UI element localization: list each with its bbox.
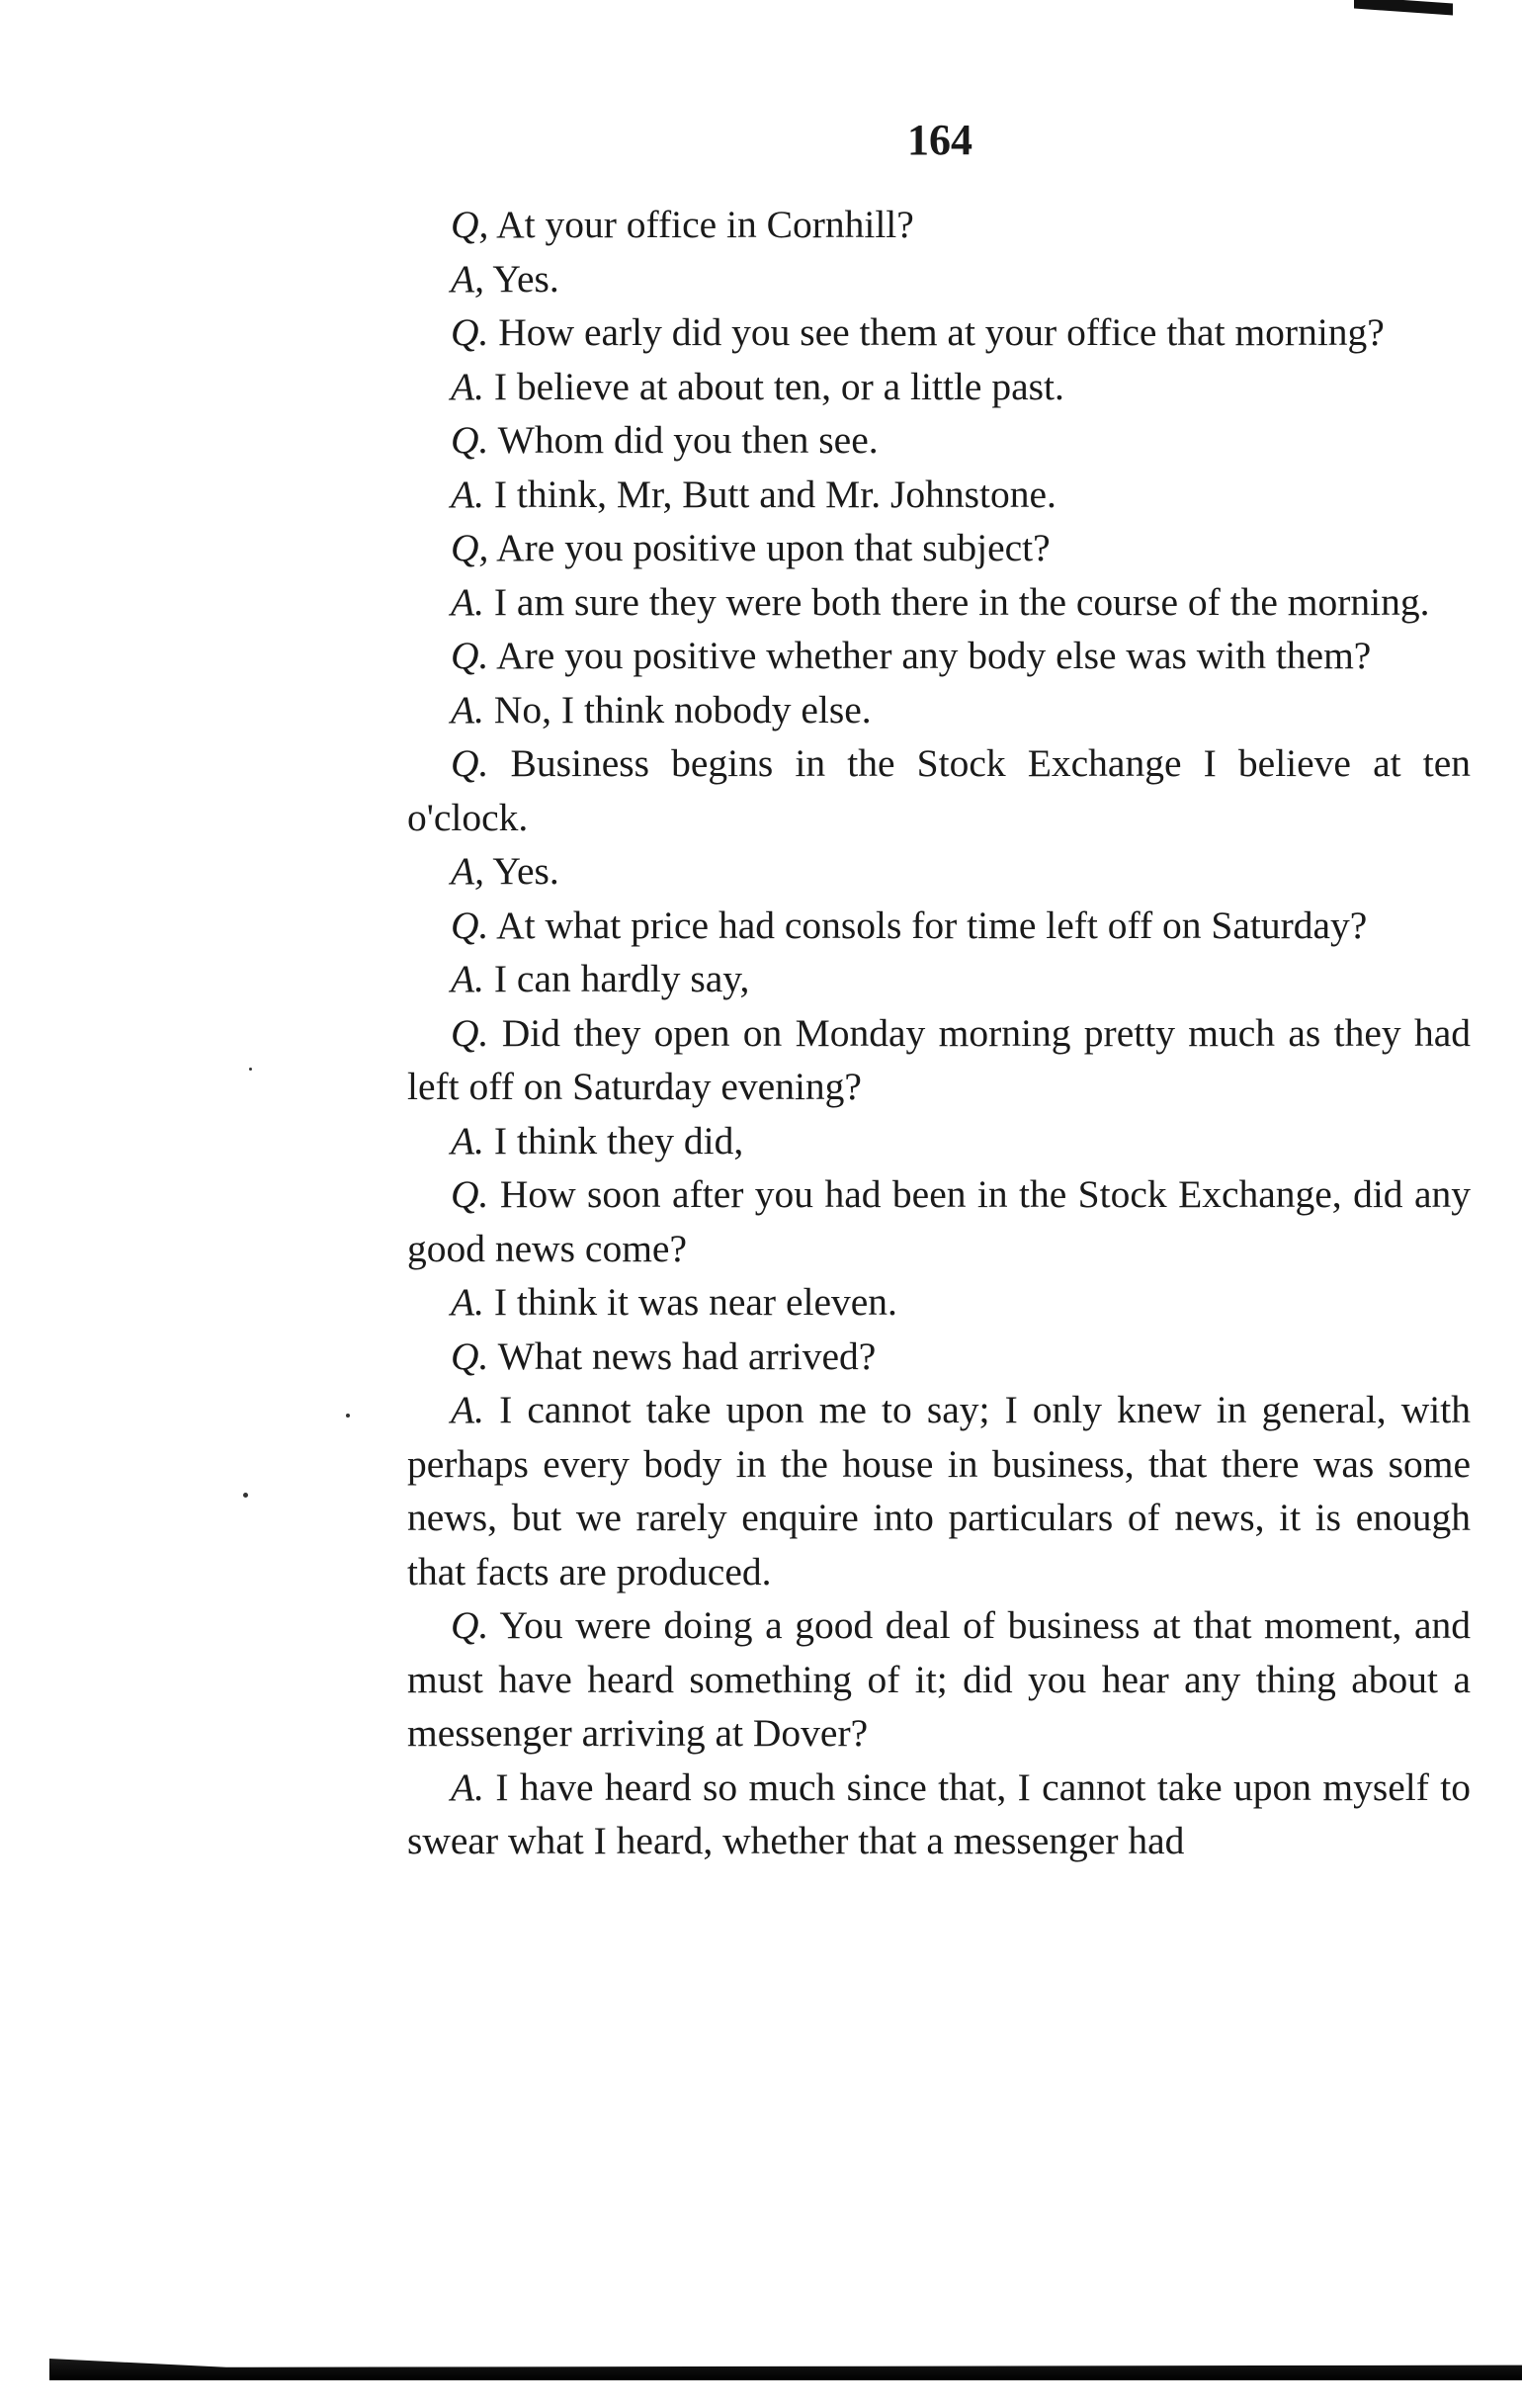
corner-ink-mark: [1354, 0, 1453, 15]
speaker-label: Q.: [451, 1010, 489, 1055]
paragraph-text: I think, Mr, Butt and Mr. Johnstone.: [484, 472, 1057, 516]
page-number: 164: [907, 116, 972, 164]
testimony-paragraph: [407, 1167, 1471, 1275]
ink-speck: [243, 1493, 248, 1498]
paragraph-text: Yes.: [484, 849, 559, 893]
testimony-paragraph: [407, 521, 1471, 575]
speaker-label: Q,: [451, 203, 489, 246]
testimony-paragraph: [407, 899, 1471, 953]
speaker-label: A,: [451, 256, 485, 301]
testimony-paragraph: [407, 360, 1471, 414]
speaker-label: A.: [451, 364, 485, 408]
testimony-paragraph: [407, 252, 1471, 306]
speaker-label: Q.: [451, 418, 489, 462]
paragraph-text: I cannot take upon me to say; I only knew in general, with perhaps every body in the house in business, that there was some news, but we rarely enquire into particulars of news, it is enough that facts are produced.: [407, 1388, 1471, 1593]
paragraph-text: What news had arrived?: [488, 1333, 877, 1378]
paragraph-text: Business begins in the Stock Exchange I believe at ten o'clock.: [407, 741, 1471, 839]
ink-speck: [249, 1068, 252, 1071]
paragraph-text: At your office in Cornhill?: [488, 203, 914, 246]
testimony-paragraph: [407, 1330, 1471, 1384]
testimony-paragraph: [407, 844, 1471, 899]
testimony-paragraph: [407, 305, 1471, 360]
speaker-label: A.: [451, 1388, 485, 1431]
speaker-label: A.: [451, 1280, 485, 1324]
testimony-paragraph: [407, 952, 1471, 1006]
testimony-paragraph: [407, 413, 1471, 468]
paragraph-text: How early did you see them at your office that morning?: [488, 310, 1385, 354]
speaker-label: Q.: [451, 1172, 489, 1216]
testimony-paragraph: [407, 198, 1471, 252]
testimony-paragraph: [407, 629, 1471, 683]
speaker-label: A.: [451, 687, 485, 731]
testimony-paragraph: [407, 1761, 1471, 1868]
testimony-paragraph: [407, 1275, 1471, 1330]
speaker-label: Q.: [451, 1333, 489, 1378]
paragraph-text: Yes.: [484, 256, 559, 301]
speaker-label: A.: [451, 957, 485, 1000]
speaker-label: A.: [451, 472, 485, 516]
speaker-label: A.: [451, 1764, 485, 1809]
testimony-paragraph: [407, 1383, 1471, 1598]
paragraph-text: Are you positive upon that subject?: [488, 526, 1051, 569]
testimony-paragraph: [407, 736, 1471, 844]
paragraph-text: I think they did,: [484, 1118, 744, 1162]
speaker-label: Q,: [451, 526, 489, 569]
paragraph-text: I think it was near eleven.: [484, 1280, 897, 1324]
paragraph-text: I am sure they were both there in the course of the morning.: [484, 579, 1430, 624]
paragraph-text: I believe at about ten, or a little past.: [484, 364, 1064, 408]
speaker-label: Q.: [451, 1603, 489, 1647]
testimony-paragraph: [407, 683, 1471, 737]
bottom-rule: [49, 2359, 1522, 2380]
speaker-label: A.: [451, 1118, 485, 1162]
paragraph-text: How soon after you had been in the Stock Exchange, did any good news come?: [407, 1172, 1471, 1270]
paragraph-text: I can hardly say,: [484, 957, 750, 1000]
speaker-label: Q.: [451, 634, 489, 677]
speaker-label: Q.: [451, 903, 489, 947]
speaker-label: Q.: [451, 741, 489, 785]
paragraph-text: Whom did you then see.: [488, 418, 879, 462]
testimony-paragraph: [407, 1598, 1471, 1761]
paragraph-text: Did they open on Monday morning pretty much as they had left off on Saturday evening?: [407, 1010, 1471, 1108]
speaker-label: A,: [451, 849, 485, 893]
paragraph-text: I have heard so much since that, I cannot take upon myself to swear what I heard, whether that a messenger had: [407, 1764, 1471, 1862]
testimony-paragraph: [407, 468, 1471, 522]
ink-speck: [346, 1414, 350, 1418]
testimony-paragraph: [407, 575, 1471, 630]
speaker-label: Q.: [451, 310, 489, 354]
testimony-paragraph: [407, 1114, 1471, 1168]
paragraph-text: At what price had consols for time left off on Saturday?: [488, 903, 1368, 947]
paragraph-text: No, I think nobody else.: [484, 687, 872, 731]
paragraph-text: Are you positive whether any body else was with them?: [488, 634, 1372, 677]
paragraph-text: You were doing a good deal of business at that moment, and must have heard something of it; did you hear any thing about a messenger arriving at Dover?: [407, 1603, 1471, 1755]
testimony-text: [407, 198, 1471, 1868]
speaker-label: A.: [451, 579, 485, 624]
testimony-paragraph: [407, 1006, 1471, 1114]
